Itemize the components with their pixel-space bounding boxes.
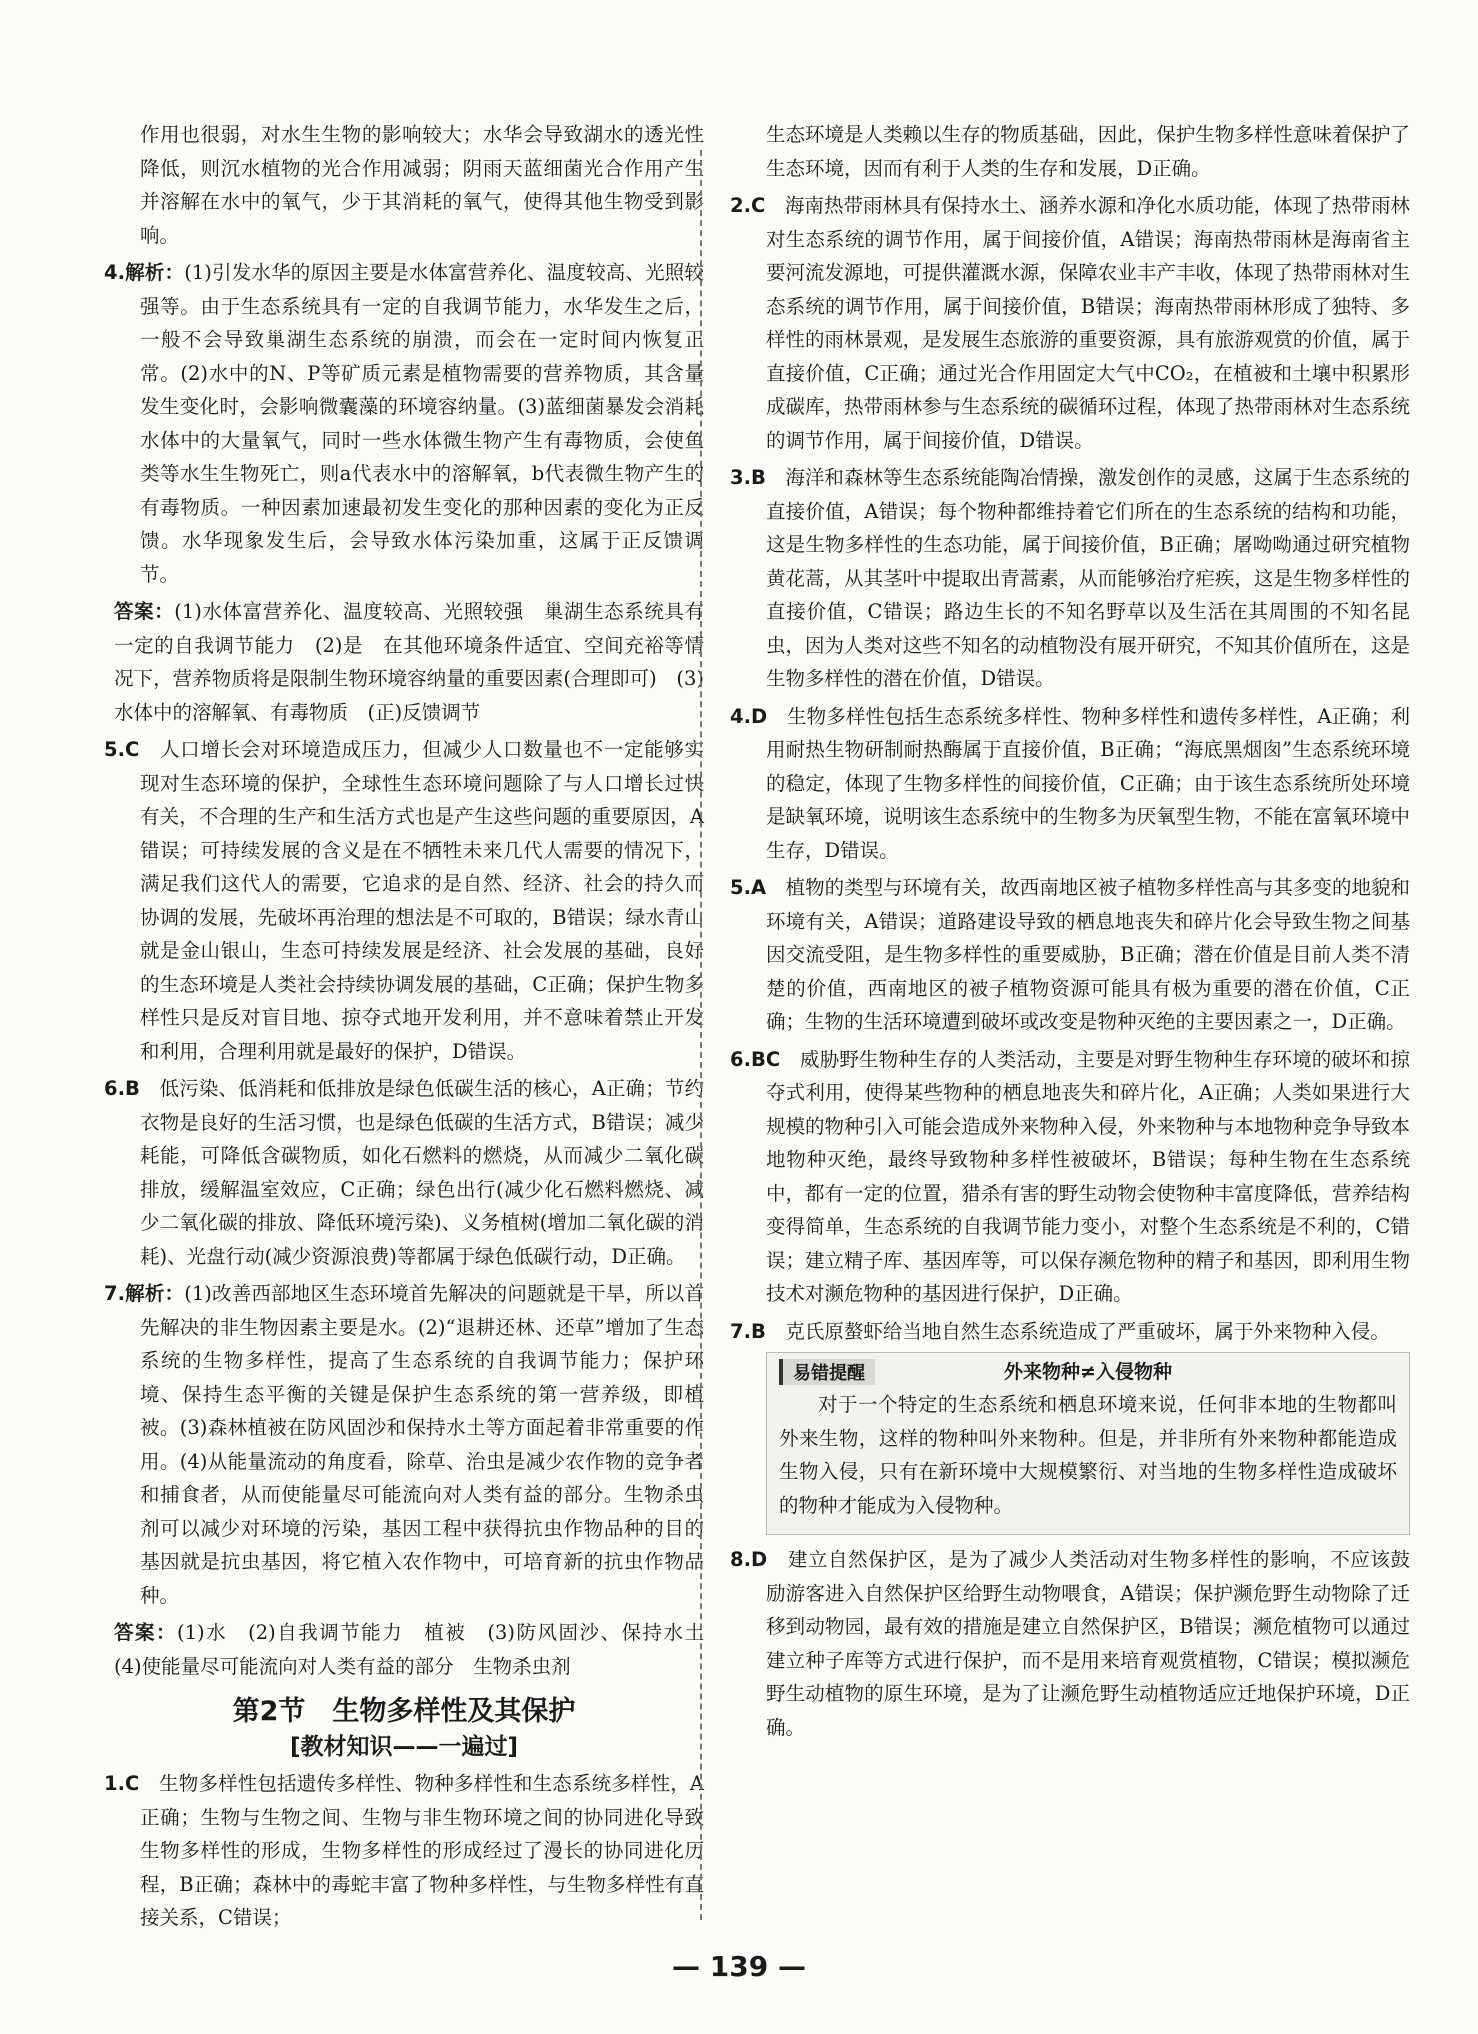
tip-label: 易错提醒 xyxy=(779,1359,875,1385)
question-3: 3.B 海洋和森林等生态系统能陶冶情操，激发创作的灵感，这属于生态系统的直接价值，A错误；每个物种都维持着它们所在的生态系统的结构和功能，这是生物多样性的生态功能，属于间接价值，B正确；屠呦呦通过研究植物黄花蒿，从其茎叶中提取出青蒿素，从而能够治疗疟疾，这是生物多样性的直接价值，C错误；路边生长的不知名野草以及生活在其周围的不知名昆虫，因为人类对这些不知名的动植物没有展开研究，不知其价值所在，这是生物多样性的潜在价值，D错误。 xyxy=(730,466,1410,690)
section-title: 第2节 生物多样性及其保护 xyxy=(232,1696,576,1727)
section-question-1: 1.C 生物多样性包括遗传多样性、物种多样性和生态系统多样性，A正确；生物与生物之间、生物与非生物环境之间的协同进化导致生物多样性的形成，生物多样性的形成经过了漫长的协同进化历程，B正确；森林中的毒蛇丰富了物种多样性，与生物多样性有直接关系，C错误； xyxy=(104,1772,704,1929)
question-2: 2.C 海南热带雨林具有保持水土、涵养水源和净化水质功能，体现了热带雨林对生态系统的调节作用，属于间接价值，A错误；海南热带雨林是海南省主要河流发源地，可提供灌溉水源，保障农业丰产丰收，体现了热带雨林对生态系统的调节作用，属于间接价值，B错误；海南热带雨林形成了独特、多样性的雨林景观，是发展生态旅游的重要资源，具有旅游观赏的价值，属于直接价值，C正确；通过光合作用固定大气中CO₂，在植被和土壤中积累形成碳库，热带雨林参与生态系统的碳循环过程，体现了热带雨林对生态系统的调节作用，属于间接价值，D错误。 xyxy=(730,194,1410,452)
question-8: 8.D 建立自然保护区，是为了减少人类活动对生物多样性的影响，不应该鼓励游客进入自然保护区给野生动物喂食，A错误；保护濒危野生动物除了迁移到动物园，最有效的措施是建立自然保护区，B错误；濒危植物可以通过建立种子库等方式进行保护，而不是用来培育观赏植物，C错误；模拟濒危野生动植物的原生环境，是为了让濒危野生动植物适应迁地保护环境，D正确。 xyxy=(730,1548,1410,1739)
answer-4: 答案：(1)水体富营养化、温度较高、光照较强 巢湖生态系统具有一定的自我调节能力 (2)是 在其他环境条件适宜、空间充裕等情况下，营养物质将是限制生物环境容纳量的重要因素(合理即可) (3)水体中的溶解氧、有毒物质 (正)反馈调节 xyxy=(114,600,704,724)
answer-7: 答案：(1)水 (2)自我调节能力 植被 (3)防风固沙、保持水土 (4)使能量尽可能流向对人类有益的部分 生物杀虫剂 xyxy=(114,1621,724,1678)
question-6: 6.B 低污染、低消耗和低排放是绿色低碳生活的核心，A正确；节约衣物是良好的生活习惯，也是绿色低碳的生活方式，B错误；减少耗能，可降低含碳物质，如化石燃料的燃烧，从而减少二氧化碳排放，缓解温室效应，C正确；绿色出行(减少化石燃料燃烧、减少二氧化碳的排放、降低环境污染)、义务植树(增加二氧化碳的消耗)、光盘行动(减少资源浪费)等都属于绿色低碳行动，D正确。 xyxy=(104,1077,704,1268)
paragraph: 作用也很弱，对水生生物的影响较大；水华会导致湖水的透光性降低，则沉水植物的光合作用减弱；阴雨天蓝细菌光合作用产生并溶解在水中的氧气，少于其消耗的氧气，使得其他生物受到影响。 xyxy=(140,123,704,247)
tip-title: 外来物种≠入侵物种 xyxy=(1004,1361,1172,1383)
section-subtitle: [教材知识——一遍过] xyxy=(289,1734,519,1760)
question-5: 5.C 人口增长会对环境造成压力，但减少人口数量也不一定能够实现对生态环境的保护，全球性生态环境问题除了与人口增长过快有关，不合理的生产和生活方式也是产生这些问题的重要原因，A错误；可持续发展的含义是在不牺牲未来几代人需要的情况下，满足我们这代人的需要，它追求的是自然、经济、社会的持久而协调的发展，先破坏再治理的想法是不可取的，B错误；绿水青山就是金山银山，生态可持续发展是经济、社会发展的基础，良好的生态环境是人类社会持续协调发展的基础，C正确；保护生物多样性只是反对盲目地、掠夺式地开发利用，并不意味着禁止开发和利用，合理利用就是最好的保护，D错误。 xyxy=(104,738,704,1063)
left-column xyxy=(104,118,724,1939)
page-number: — 139 — xyxy=(672,1950,806,1983)
right-column xyxy=(730,118,1410,1748)
paragraph: 生态环境是人类赖以生存的物质基础，因此，保护生物多样性意味着保护了生态环境，因而有利于人类的生存和发展，D正确。 xyxy=(766,123,1410,180)
tip-text: 对于一个特定的生态系统和栖息环境来说，任何非本地的生物都叫外来生物，这样的物种叫外来物种。但是，并非所有外来物种都能造成生物入侵，只有在新环境中大规模繁衍、对当地的生物多样性造成破坏的物种才能成为入侵物种。 xyxy=(779,1393,1397,1517)
mistake-tip-box xyxy=(766,1352,1410,1535)
question-6: 6.BC 威胁野生物种生存的人类活动，主要是对野生物种生存环境的破坏和掠夺式利用，使得某些物种的栖息地丧失和碎片化，A正确；人类如果进行大规模的物种引入可能会造成外来物种入侵，外来物种与本地物种竞争导致本地物种灭绝，最终导致物种多样性被破坏，B错误；每种生物在生态系统中，都有一定的位置，猎杀有害的野生动物会使物种丰富度降低，营养结构变得简单，生态系统的自我调节能力变小，对整个生态系统是不利的，C错误；建立精子库、基因库等，可以保存濒危物种的精子和基因，即利用生物技术对濒危物种的基因进行保护，D正确。 xyxy=(730,1047,1410,1305)
question-7: 7.B 克氏原螯虾给当地自然生态系统造成了严重破坏，属于外来物种入侵。 xyxy=(730,1319,1390,1343)
question-7: 7.解析：(1)改善西部地区生态环境首先解决的问题就是干旱，所以首先解决的非生物因素主要是水。(2)“退耕还林、还草”增加了生态系统的生物多样性，提高了生态系统的自我调节能力；保护环境、保持生态平衡的关键是保护生态系统的第一营养级，即植被。(3)森林植被在防风固沙和保持水土等方面起着非常重要的作用。(4)从能量流动的角度看，除草、治虫是减少农作物的竞争者和捕食者，从而使能量尽可能流向对人类有益的部分。生物杀虫剂可以减少对环境的污染，基因工程中获得抗虫作物品种的目的基因就是抗虫基因，将它植入农作物中，可培育新的抗虫作物品种。 xyxy=(104,1282,704,1607)
question-5: 5.A 植物的类型与环境有关，故西南地区被子植物多样性高与其多变的地貌和环境有关，A错误；道路建设导致的栖息地丧失和碎片化会导致生物之间基因交流受阻，是生物多样性的重要威胁，B正确；潜在价值是目前人类不清楚的价值，西南地区的被子植物资源可能具有极为重要的潜在价值，C正确；生物的生活环境遭到破坏或改变是物种灭绝的主要因素之一，D正确。 xyxy=(730,876,1410,1033)
question-4: 4.D 生物多样性包括生态系统多样性、物种多样性和遗传多样性，A正确；利用耐热生物研制耐热酶属于直接价值，B正确；“海底黑烟囱”生态系统环境的稳定，体现了生物多样性的间接价值，C正确；由于该生态系统所处环境是缺氧环境，说明该生态系统中的生物多为厌氧型生物，不能在富氧环境中生存，D错误。 xyxy=(730,704,1410,862)
column-divider xyxy=(700,150,702,1920)
question-4: 4.解析：(1)引发水华的原因主要是水体富营养化、温度较高、光照较强等。由于生态系统具有一定的自我调节能力，水华发生之后，一般不会导致巢湖生态系统的崩溃，而会在一定时间内恢复正常。(2)水中的N、P等矿质元素是植物需要的营养物质，其含量发生变化时，会影响微囊藻的环境容纳量。(3)蓝细菌暴发会消耗水体中的大量氧气，同时一些水体微生物产生有毒物质，会使鱼类等水生生物死亡，则a代表水中的溶解氧，b代表微生物产生的有毒物质。一种因素加速最初发生变化的那种因素的变化为正反馈。水华现象发生后，会导致水体污染加重，这属于正反馈调节。 xyxy=(104,261,704,586)
